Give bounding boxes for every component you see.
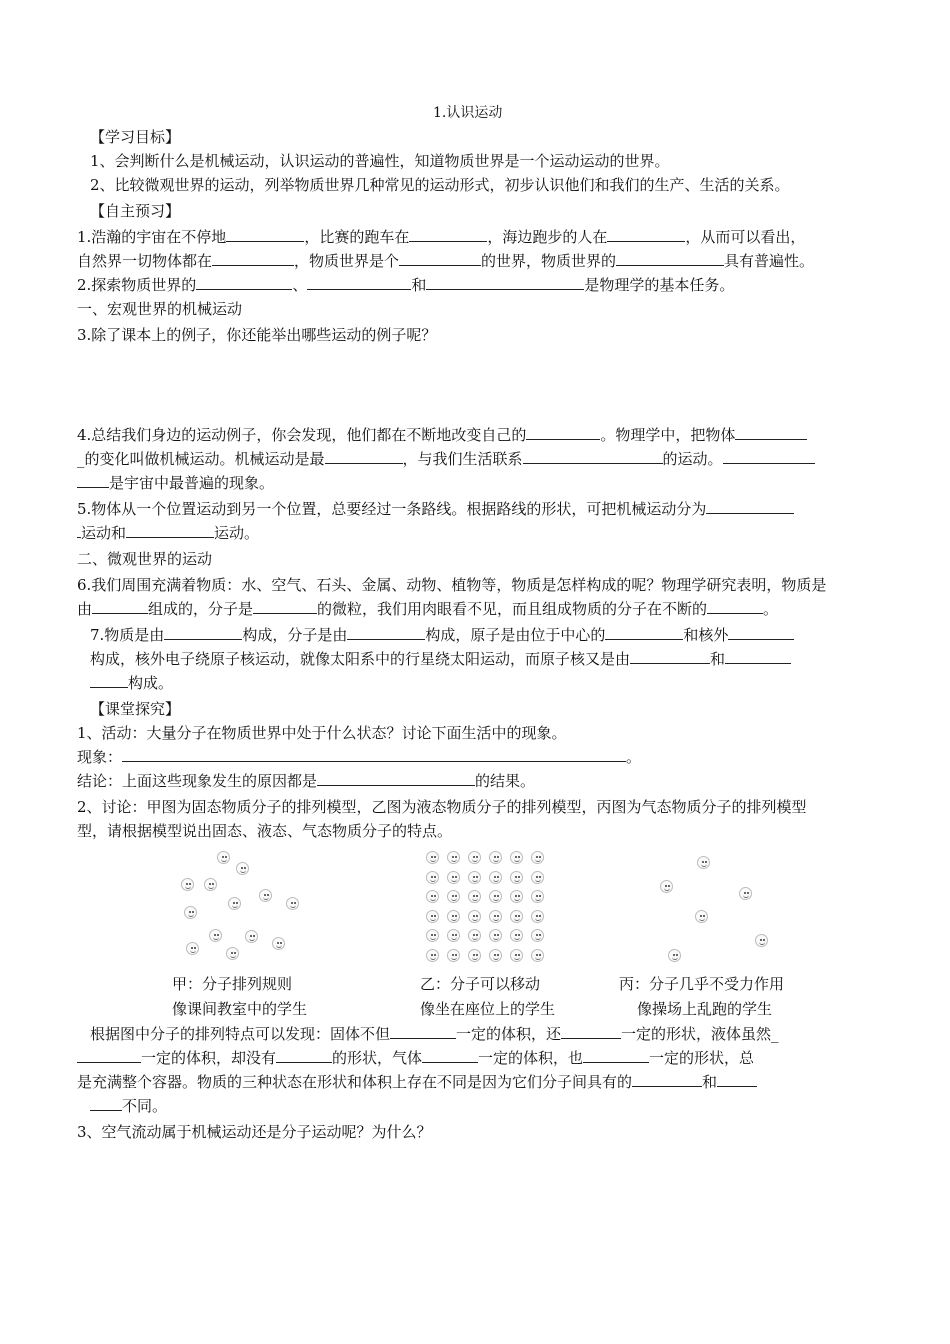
answer-blank[interactable] [607, 227, 685, 242]
findings-line-3: 是充满整个容器。物质的三种状态在形状和体积上存在不同是因为它们分子间具有的 和 [77, 1072, 757, 1092]
preview-heading: 【自主预习】 [90, 202, 181, 220]
answer-blank[interactable] [422, 1048, 478, 1063]
molecule-icon [489, 929, 502, 942]
molecule-icon [259, 889, 272, 902]
molecule-icon [447, 949, 460, 962]
question-7-line-1: 7.物质是由 构成，分子是由 构成，原子是由位于中心的 和核外 [90, 625, 794, 645]
answer-blank[interactable] [399, 251, 481, 266]
answer-blank[interactable] [90, 673, 128, 688]
molecule-icon [668, 949, 681, 962]
caption-solid-analogy: 像课间教室中的学生 [172, 1000, 308, 1018]
answer-blank[interactable] [728, 625, 794, 640]
question-5-line-2: 运动和 运动。 [77, 523, 259, 543]
molecule-icon [468, 851, 481, 864]
molecule-icon [697, 856, 710, 869]
question-2: 2.探索物质世界的 、 和 是物理学的基本任务。 [77, 276, 735, 294]
answer-blank[interactable] [409, 227, 487, 242]
molecule-icon [181, 878, 194, 891]
molecule-icon [489, 890, 502, 903]
molecule-icon [447, 851, 460, 864]
answer-blank[interactable] [561, 1024, 621, 1039]
molecule-icon [510, 851, 523, 864]
molecule-icon [468, 910, 481, 923]
molecule-icon [226, 947, 239, 960]
molecule-icon [531, 949, 544, 962]
molecule-icon [531, 871, 544, 884]
answer-blank[interactable] [630, 649, 710, 664]
answer-blank[interactable] [325, 449, 403, 464]
caption-gas-title: 丙：分子几乎不受力作用 [619, 975, 785, 993]
caption-liquid-analogy: 像坐在座位上的学生 [420, 1000, 556, 1018]
molecule-icon [489, 910, 502, 923]
question-5-line-1: 5.物体从一个位置运动到另一个位置，总要经过一条路线。根据路线的形状，可把机械运动分为 [77, 499, 794, 519]
molecule-icon [510, 890, 523, 903]
question-1-line-1: 1.浩瀚的宇宙在不停地 ，比赛的跑车在 ，海边跑步的人在 ，从而可以看出， [77, 228, 806, 246]
molecule-icon [186, 942, 199, 955]
answer-blank[interactable] [723, 449, 815, 464]
molecule-icon [468, 949, 481, 962]
question-7-line-3: 构成。 [90, 673, 173, 693]
molecule-icon [510, 929, 523, 942]
molecule-icon [660, 880, 673, 893]
answer-blank[interactable] [307, 275, 411, 290]
molecule-icon [228, 897, 241, 910]
molecule-icon [739, 887, 752, 900]
molecule-icon [217, 851, 230, 864]
findings-line-2: 一定的体积，却没有 的形状，气体 一定的体积，也 一定的形状，总 [77, 1048, 754, 1068]
caption-gas-analogy: 像操场上乱跑的学生 [637, 1000, 773, 1018]
molecule-icon [209, 929, 222, 942]
caption-solid-title: 甲：分子排列规则 [172, 975, 293, 993]
question-1-line-2: 自然界一切物体都在 ，物质世界是个 的世界，物质世界的 具有普遍性。 [77, 252, 815, 270]
molecule-icon [447, 929, 460, 942]
answer-blank[interactable] [276, 1048, 332, 1063]
molecule-icon [426, 949, 439, 962]
molecule-icon [245, 930, 258, 943]
molecule-icon [489, 871, 502, 884]
molecule-icon [755, 934, 768, 947]
answer-blank[interactable] [616, 251, 724, 266]
question-3-explore: 3、空气流动属于机械运动还是分子运动呢？为什么？ [77, 1123, 432, 1141]
findings-line-4: 不同。 [90, 1096, 167, 1116]
activity-text: 1、活动：大量分子在物质世界中处于什么状态？讨论下面生活中的现象。 [77, 724, 567, 742]
findings-line-1: 根据图中分子的排列特点可以发现：固体不但 一定的体积，还 一定的形状，液体虽然_ [90, 1025, 779, 1043]
answer-blank[interactable] [725, 649, 791, 664]
question-4-line-2: _的变化叫做机械运动。机械运动是最 ，与我们生活联系 的运动。 [77, 449, 815, 469]
answer-blank[interactable] [707, 599, 763, 614]
molecule-icon [468, 929, 481, 942]
question-3: 3.除了课本上的例子，你还能举出哪些运动的例子呢？ [77, 326, 437, 344]
section-heading-micro: 二、微观世界的运动 [77, 550, 213, 568]
molecule-icon [447, 910, 460, 923]
molecule-icon [510, 871, 523, 884]
molecule-icon [447, 871, 460, 884]
molecule-icon [695, 910, 708, 923]
molecule-icon [184, 906, 197, 919]
question-4-line-1: 4.总结我们身边的运动例子，你会发现，他们都在不断地改变自己的 。物理学中，把物体 [77, 425, 807, 445]
molecule-icon [204, 878, 217, 891]
page-title: 1.认识运动 [433, 105, 503, 121]
answer-blank[interactable] [77, 473, 109, 488]
molecule-icon [510, 949, 523, 962]
caption-liquid-title: 乙：分子可以移动 [420, 975, 541, 993]
answer-blank[interactable] [317, 771, 475, 786]
discussion-line-2: 型，请根据模型说出固态、液态、气态物质分子的特点。 [77, 822, 453, 840]
molecule-icon [447, 890, 460, 903]
objective-item: 1、会判断什么是机械运动，认识运动的普遍性，知道物质世界是一个运动运动的世界。 [90, 152, 670, 170]
answer-blank[interactable] [706, 499, 794, 514]
answer-blank[interactable] [605, 625, 683, 640]
answer-blank[interactable] [526, 425, 600, 440]
answer-blank[interactable] [122, 747, 626, 762]
objective-item: 2、比较微观世界的运动，列举物质世界几种常见的运动形式，初步认识他们和我们的生产、生活的关系。 [90, 176, 790, 194]
answer-blank[interactable] [90, 1096, 122, 1111]
answer-blank[interactable] [390, 1024, 456, 1039]
molecule-icon [468, 871, 481, 884]
molecule-icon [426, 871, 439, 884]
molecule-icon [531, 890, 544, 903]
molecule-icon [489, 949, 502, 962]
molecule-icon [531, 851, 544, 864]
conclusion-line: 结论：上面这些现象发生的原因都是 的结果。 [77, 772, 536, 790]
answer-blank[interactable] [226, 227, 304, 242]
question-7-line-2: 构成，核外电子绕原子核运动，就像太阳系中的行星绕太阳运动，而原子核又是由 和 [90, 649, 791, 669]
discussion-line-1: 2、讨论：甲图为固态物质分子的排列模型，乙图为液态物质分子的排列模型，丙图为气态物质分子的排列模型 [77, 798, 807, 816]
answer-blank[interactable] [583, 1048, 649, 1063]
answer-blank[interactable] [77, 1048, 141, 1063]
question-6-line-2: 由 组成的，分子是 的微粒，我们用肉眼看不见，而且组成物质的分子在不断的 。 [77, 600, 779, 618]
section-heading-macro: 一、宏观世界的机械运动 [77, 300, 243, 318]
answer-blank[interactable] [126, 523, 214, 538]
phenomenon-line: 现象： 。 [77, 748, 642, 766]
answer-blank[interactable] [196, 275, 292, 290]
molecule-icon [426, 890, 439, 903]
answer-blank[interactable] [212, 251, 294, 266]
molecule-icon [531, 929, 544, 942]
molecule-icon [426, 929, 439, 942]
answer-blank[interactable] [523, 449, 663, 464]
molecule-icon [272, 937, 285, 950]
answer-blank[interactable] [253, 599, 317, 614]
answer-blank[interactable] [164, 625, 242, 640]
answer-blank[interactable] [632, 1072, 702, 1087]
molecule-icon [468, 890, 481, 903]
answer-blank[interactable] [347, 625, 425, 640]
answer-blank[interactable] [426, 275, 584, 290]
molecule-icon [426, 910, 439, 923]
molecule-icon [489, 851, 502, 864]
molecule-icon [236, 862, 249, 875]
answer-blank[interactable] [92, 599, 148, 614]
molecule-icon [531, 910, 544, 923]
question-4-line-3: 是宇宙中最普遍的现象。 [77, 473, 274, 493]
molecule-icon [426, 851, 439, 864]
molecule-icon [510, 910, 523, 923]
explore-heading: 【课堂探究】 [90, 700, 181, 718]
objectives-heading: 【学习目标】 [90, 128, 181, 146]
question-6-line-1: 6.我们周围充满着物质：水、空气、石头、金属、动物、植物等，物质是怎样构成的呢？物理学研究表明，物质是 [77, 576, 827, 594]
answer-blank[interactable] [735, 425, 807, 440]
answer-blank[interactable] [717, 1072, 757, 1087]
molecule-icon [286, 897, 299, 910]
